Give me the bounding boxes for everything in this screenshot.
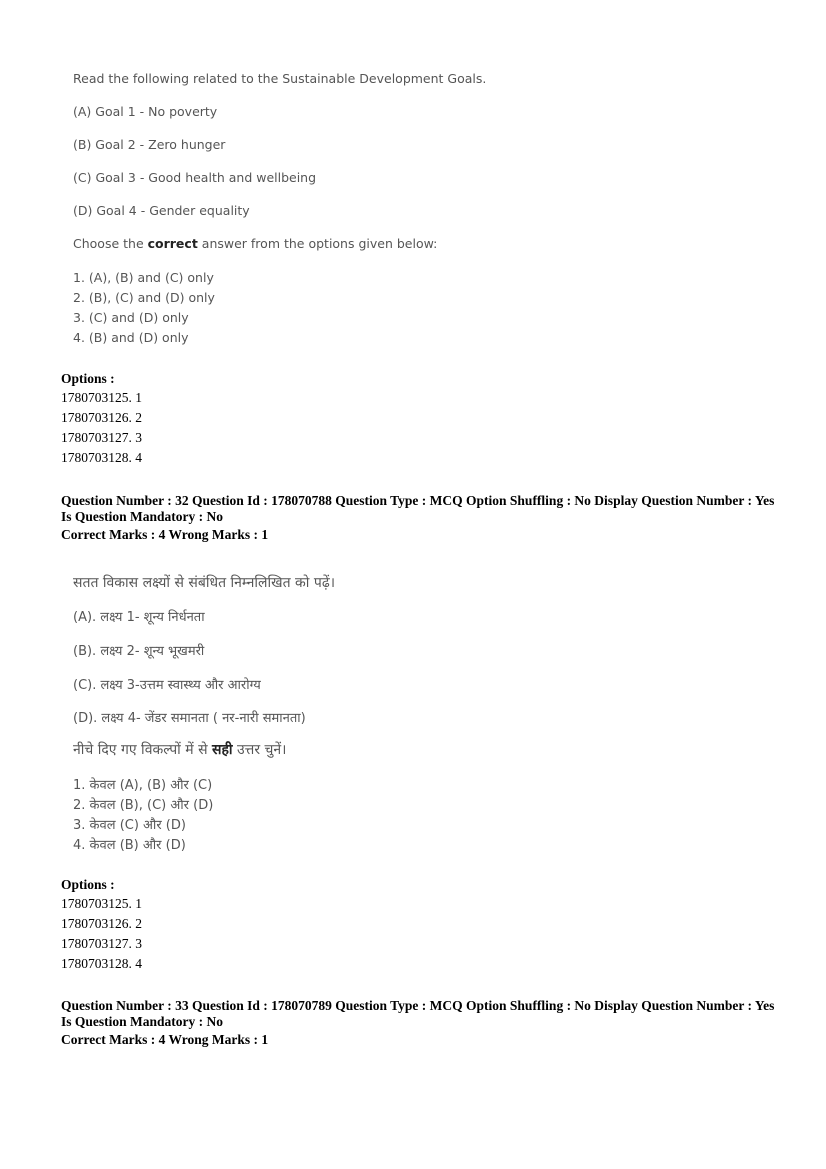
choice-1: 1. (A), (B) and (C) only (73, 270, 214, 285)
option-4: 1780703128. 4 (61, 956, 142, 971)
statement-a: (A) Goal 1 - No poverty (73, 104, 218, 119)
option-1: 1780703125. 1 (61, 896, 142, 911)
question-intro: Read the following related to the Sustainable Development Goals. (73, 71, 487, 86)
question-33-meta-line3: Correct Marks : 4 Wrong Marks : 1 (61, 1032, 269, 1047)
options-label: Options : (61, 371, 115, 386)
question-32-meta-line1: Question Number : 32 Question Id : 178070788 Question Type : MCQ Option Shuffling : No Display Question Number : Yes (61, 493, 775, 508)
question-33-meta-line1: Question Number : 33 Question Id : 178070789 Question Type : MCQ Option Shuffling : No Display Question Number : Yes (61, 998, 775, 1013)
choice-1-hindi: 1. केवल (A), (B) और (C) (73, 778, 213, 793)
option-4: 1780703128. 4 (61, 450, 142, 465)
statement-c: (C) Goal 3 - Good health and wellbeing (73, 170, 317, 185)
choice-2-hindi: 2. केवल (B), (C) और (D) (73, 798, 214, 813)
statement-b: (B) Goal 2 - Zero hunger (73, 137, 226, 152)
instruction: Choose the correct answer from the options given below: (73, 236, 438, 251)
statement-d-hindi: (D). लक्ष्य 4- जेंडर समानता ( नर-नारी समानता) (73, 711, 306, 726)
option-3: 1780703127. 3 (61, 430, 142, 445)
choice-4: 4. (B) and (D) only (73, 330, 189, 345)
statement-b-hindi: (B). लक्ष्य 2- शून्य भूखमरी (73, 644, 205, 659)
option-2: 1780703126. 2 (61, 916, 142, 931)
choice-4-hindi: 4. केवल (B) और (D) (73, 838, 186, 853)
choice-3-hindi: 3. केवल (C) और (D) (73, 818, 186, 833)
question-image-hindi (62, 565, 582, 865)
statement-a-hindi: (A). लक्ष्य 1- शून्य निर्धनता (73, 610, 205, 625)
option-2: 1780703126. 2 (61, 410, 142, 425)
question-image-english (62, 60, 582, 360)
option-3: 1780703127. 3 (61, 936, 142, 951)
question-intro-hindi: सतत विकास लक्ष्यों से संबंधित निम्नलिखित को पढ़ें। (73, 575, 336, 591)
instruction-hindi: नीचे दिए गए विकल्पों में से सही उत्तर चुनें। (73, 742, 287, 758)
statement-c-hindi: (C). लक्ष्य 3-उत्तम स्वास्थ्य और आरोग्य (73, 678, 261, 693)
question-32-meta-line3: Correct Marks : 4 Wrong Marks : 1 (61, 527, 269, 542)
option-1: 1780703125. 1 (61, 390, 142, 405)
question-32-meta-line2: Is Question Mandatory : No (61, 509, 224, 524)
question-33-meta-line2: Is Question Mandatory : No (61, 1014, 224, 1029)
choice-3: 3. (C) and (D) only (73, 310, 189, 325)
choice-2: 2. (B), (C) and (D) only (73, 290, 215, 305)
statement-d: (D) Goal 4 - Gender equality (73, 203, 250, 218)
options-label: Options : (61, 877, 115, 892)
